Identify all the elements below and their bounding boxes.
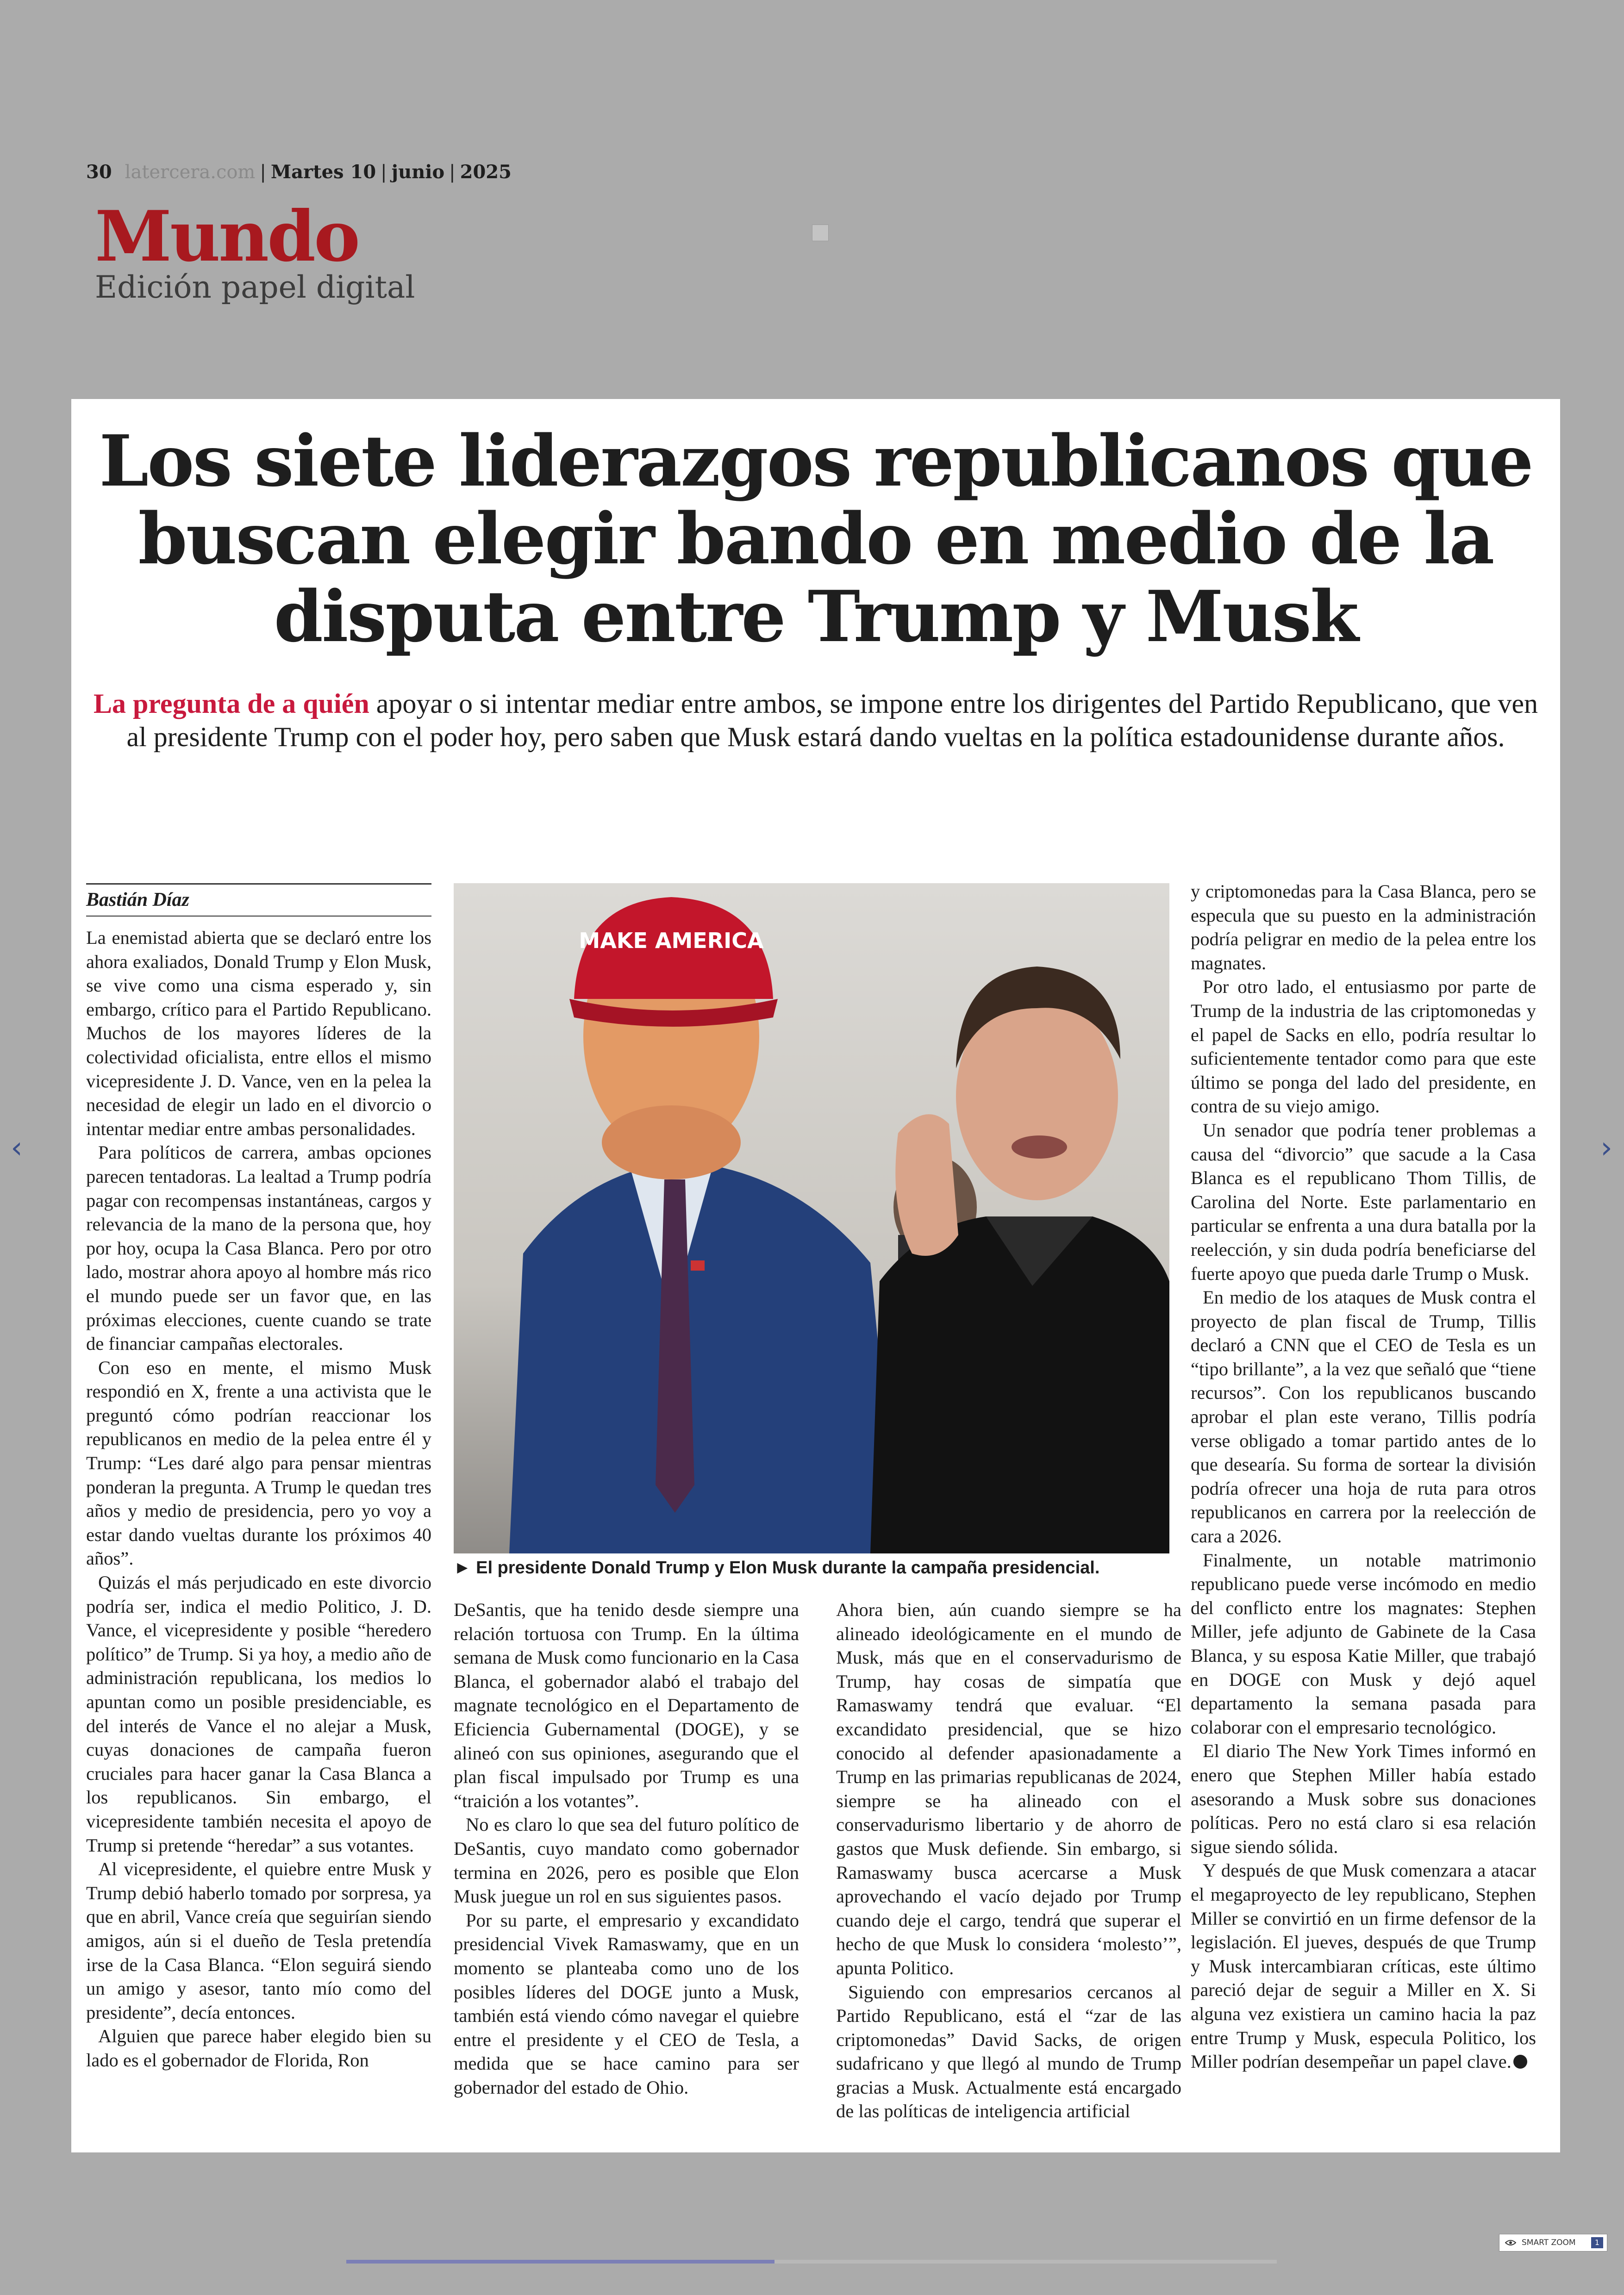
paragraph: Siguiendo con empresarios cercanos al Partido Republicano, está el “zar de las criptomonedas” David Sacks, de origen sudafricano y que llegó al mundo de Trump gracias a Musk. Actualmente está encargado de las políticas de inteligencia artificial xyxy=(836,1981,1181,2122)
paragraph: El diario The New York Times informó en enero que Stephen Miller había estado asesorando a Musk sobre sus donaciones políticas. Pero no está claro si esa relación sigue siendo sólida. xyxy=(1191,1740,1536,1857)
paragraph: En medio de los ataques de Musk contra el proyecto de plan fiscal de Trump, Tillis declaró a CNN que el CEO de Tesla es un “tipo brillante”, a la vez que señaló que “tiene recursos”. Con los republicanos buscando aprobar el plan este verano, Tillis podría verse obligado a tomar partido antes de lo que desearía. Su forma de sortear la división podría ofrecer una hoja de ruta para otros republicanos en carrera por la reelección de cara a 2026. xyxy=(1191,1287,1536,1547)
chevron-right-icon[interactable]: › xyxy=(1600,1131,1612,1165)
byline-divider xyxy=(86,916,431,917)
zoom-level-badge: 1 xyxy=(1591,2237,1603,2248)
paragraph-text: Y después de que Musk comenzara a atacar el megaproyecto de ley republicano, Stephen Miller se convirtió en un firme defensor de la legislación. El jueves, después de que Trump y Musk intercambiaran críticas, este último pareció dejar de seguir a Miller en X. Si alguna vez existiera un camino hacia la paz entre Trump y Musk, especula Politico, los Miller podrían desempeñar un papel clave. xyxy=(1191,1860,1536,2072)
header-separator: | xyxy=(449,162,456,183)
page-progress-bar[interactable] xyxy=(346,2260,1277,2264)
smart-zoom-label: SMART ZOOM xyxy=(1522,2238,1576,2247)
byline-divider xyxy=(86,883,431,885)
lead-text: apoyar o si intentar mediar entre ambos, se impone entre los dirigentes del Partido Republicano, que ven al presidente Trump con el poder hoy, pero saben que Musk estará dando vueltas en la política estadounidense durante años. xyxy=(126,688,1538,752)
paragraph: Alguien que parece haber elegido bien su lado es el gobernador de Florida, Ron xyxy=(86,2026,431,2070)
header-separator: | xyxy=(260,162,266,183)
article-lead xyxy=(90,687,1542,754)
smart-zoom-button[interactable] xyxy=(1499,2234,1607,2251)
article-column-1 xyxy=(86,926,431,2072)
paragraph: Finalmente, un notable matrimonio republicano puede verse incómodo en medio del conflicto entre los magnates: Stephen Miller, jefe adjunto de Gabinete de la Casa Blanca, y su esposa Katie Miller, que trabajó en DOGE con Musk y dejó aquel departamento la semana pasada para colaborar con el empresario tecnológico. xyxy=(1191,1549,1536,1738)
cap-text: MAKE AMERICA xyxy=(579,928,764,953)
lead-highlight: La pregunta de a quién xyxy=(94,688,369,719)
eye-icon xyxy=(1505,2239,1516,2246)
section-title: Mundo xyxy=(95,196,359,277)
article-photo xyxy=(454,883,1169,1553)
page-number: 30 xyxy=(86,161,112,183)
header-month: junio xyxy=(391,161,445,183)
chevron-left-icon[interactable]: ‹ xyxy=(11,1131,23,1165)
article-column-3 xyxy=(836,1598,1181,2123)
header-separator: | xyxy=(381,162,387,183)
paragraph: Con eso en mente, el mismo Musk respondió en X, frente a una activista que le preguntó cómo podrían reaccionar los republicanos en medio de la pelea entre él y Trump: “Les daré algo para pensar mientras ponderan la pregunta. A Trump le quedan tres años y medio de presidencia, pero yo voy a estar dando vueltas durante los próximos 40 años”. xyxy=(86,1357,431,1569)
article-column-2 xyxy=(454,1598,799,2099)
article-headline: Los siete liderazgos republicanos que buscan elegir bando en medio de la disputa entre Trump y Musk xyxy=(99,419,1532,658)
photo-caption: ► El presidente Donald Trump y Elon Musk durante la campaña presidencial. xyxy=(454,1558,1100,1578)
author-byline: Bastián Díaz xyxy=(86,889,189,911)
paragraph: Ahora bien, aún cuando siempre se ha alineado ideológicamente en el mundo de Musk, más que en el conservadurismo de Trump, hay cosas de simpatía que Ramaswamy tendrá que evaluar. “El excandidato presidencial, que se hizo conocido al defender apasionadamente a Trump en las primarias republicanas de 2024, siempre se ha alineado con el conservadurismo libertario y de ahorro de gastos que Musk defiende. Sin embargo, si Ramaswamy busca acercarse a Musk aprovechando el vacío dejado por Trump cuando deje el cargo, tendrá que superar el hecho de que Musk lo considera ‘molesto’”, apunta Politico. xyxy=(836,1599,1181,1978)
photo-trump-musk xyxy=(454,883,1169,1553)
paragraph: Por otro lado, el entusiasmo por parte de Trump de la industria de las criptomonedas y el papel de Sacks en ello, podría resultar lo suficientemente tentador como para que este último se ponga del lado del presidente, en contra de su viejo amigo. xyxy=(1191,976,1536,1117)
paragraph: La enemistad abierta que se declaró entre los ahora exaliados, Donald Trump y Elon Musk, se vive como una cisma esperado y, sin embargo, crítico para el Partido Republicano. Muchos de los mayores líderes de la colectividad oficialista, entre ellos el mismo vicepresidente J. D. Vance, ven en la pelea la necesidad de elegir un lado en el divorcio o intentar mediar entre ambas personalidades. xyxy=(86,927,431,1139)
paragraph: Un senador que podría tener problemas a causa del “divorcio” que sacude a la Casa Blanca es el republicano Thom Tillis, de Carolina del Norte. Este parlamentario en particular se enfrenta a una dura batalla por la reelección, y sin duda podría beneficiarse del fuerte apoyo que pueda darle Trump o Musk. xyxy=(1191,1119,1536,1284)
paragraph: Para políticos de carrera, ambas opciones parecen tentadoras. La lealtad a Trump podría pagar con recompensas instantáneas, cargos y relevancia de la mano de la persona que, hoy por hoy, ocupa la Casa Blanca. Pero por otro lado, mostrar ahora apoyo al hombre más rico el mundo puede ser un favor que, en las próximas elecciones, cuente cuando se trate de financiar campañas electorales. xyxy=(86,1142,431,1354)
paragraph: Al vicepresidente, el quiebre entre Musk y Trump debió haberlo tomado por sorpresa, ya que en abril, Vance creía que seguirían siendo amigos, aún si el dueño de Tesla pretendía irse de la Casa Blanca. “Elon seguirá siendo un amigo y asesor, tanto mío como del presidente”, decía entonces. xyxy=(86,1858,431,2023)
page-header xyxy=(86,161,512,183)
paragraph: Por su parte, el empresario y excandidato presidencial Vivek Ramaswamy, que en un momento se planteaba como uno de los posibles líderes del DOGE junto a Musk, también está viendo cómo navegar el quiebre entre el presidente y el CEO de Tesla, a medida que se hace camino para ser gobernador del estado de Ohio. xyxy=(454,1909,799,2098)
end-of-article-icon xyxy=(1513,2055,1527,2069)
paragraph: y criptomonedas para la Casa Blanca, pero se especula que su puesto en la administración podría peligrar en medio de la pelea entre los magnates. xyxy=(1191,881,1536,973)
last-paragraph xyxy=(1191,1858,1536,2073)
paragraph: Quizás el más perjudicado en este divorcio podría ser, indica el medio Politico, J. D. Vance, el vicepresidente y posible “heredero político” de Trump. Si ya hoy, a medio año de administración republicana, los medios lo apuntan como un posible presidenciable, es del interés de Vance el no alejar a Musk, cuyas donaciones de campaña fueron cruciales para hacer ganar la Casa Blanca a los republicanos. Sin embargo, el vicepresidente también necesita el apoyo de Trump si pretende “heredar” a sus votantes. xyxy=(86,1572,431,1856)
edition-subtitle: Edición papel digital xyxy=(95,269,415,305)
site-name: latercera.com xyxy=(125,162,256,183)
page-marker-icon xyxy=(812,225,829,241)
header-year: 2025 xyxy=(460,161,512,183)
article-column-4 xyxy=(1191,879,1536,2074)
article-page xyxy=(71,399,1560,2152)
paragraph: DeSantis, que ha tenido desde siempre una relación tortuosa con Trump. En la última semana de Musk como funcionario en la Casa Blanca, el gobernador alabó el trabajo del magnate tecnológico en el Departamento de Eficiencia Gubernamental (DOGE), y se alineó con sus opiniones, asegurando que el plan fiscal impulsado por Trump es una “traición a los votantes”. xyxy=(454,1599,799,1811)
paragraph: No es claro lo que sea del futuro político de DeSantis, cuyo mandato como gobernador termina en 2026, pero es posible que Elon Musk juegue un rol en sus siguientes pasos. xyxy=(454,1814,799,1907)
page-progress-fill xyxy=(346,2260,775,2264)
header-date: Martes 10 xyxy=(270,161,376,183)
